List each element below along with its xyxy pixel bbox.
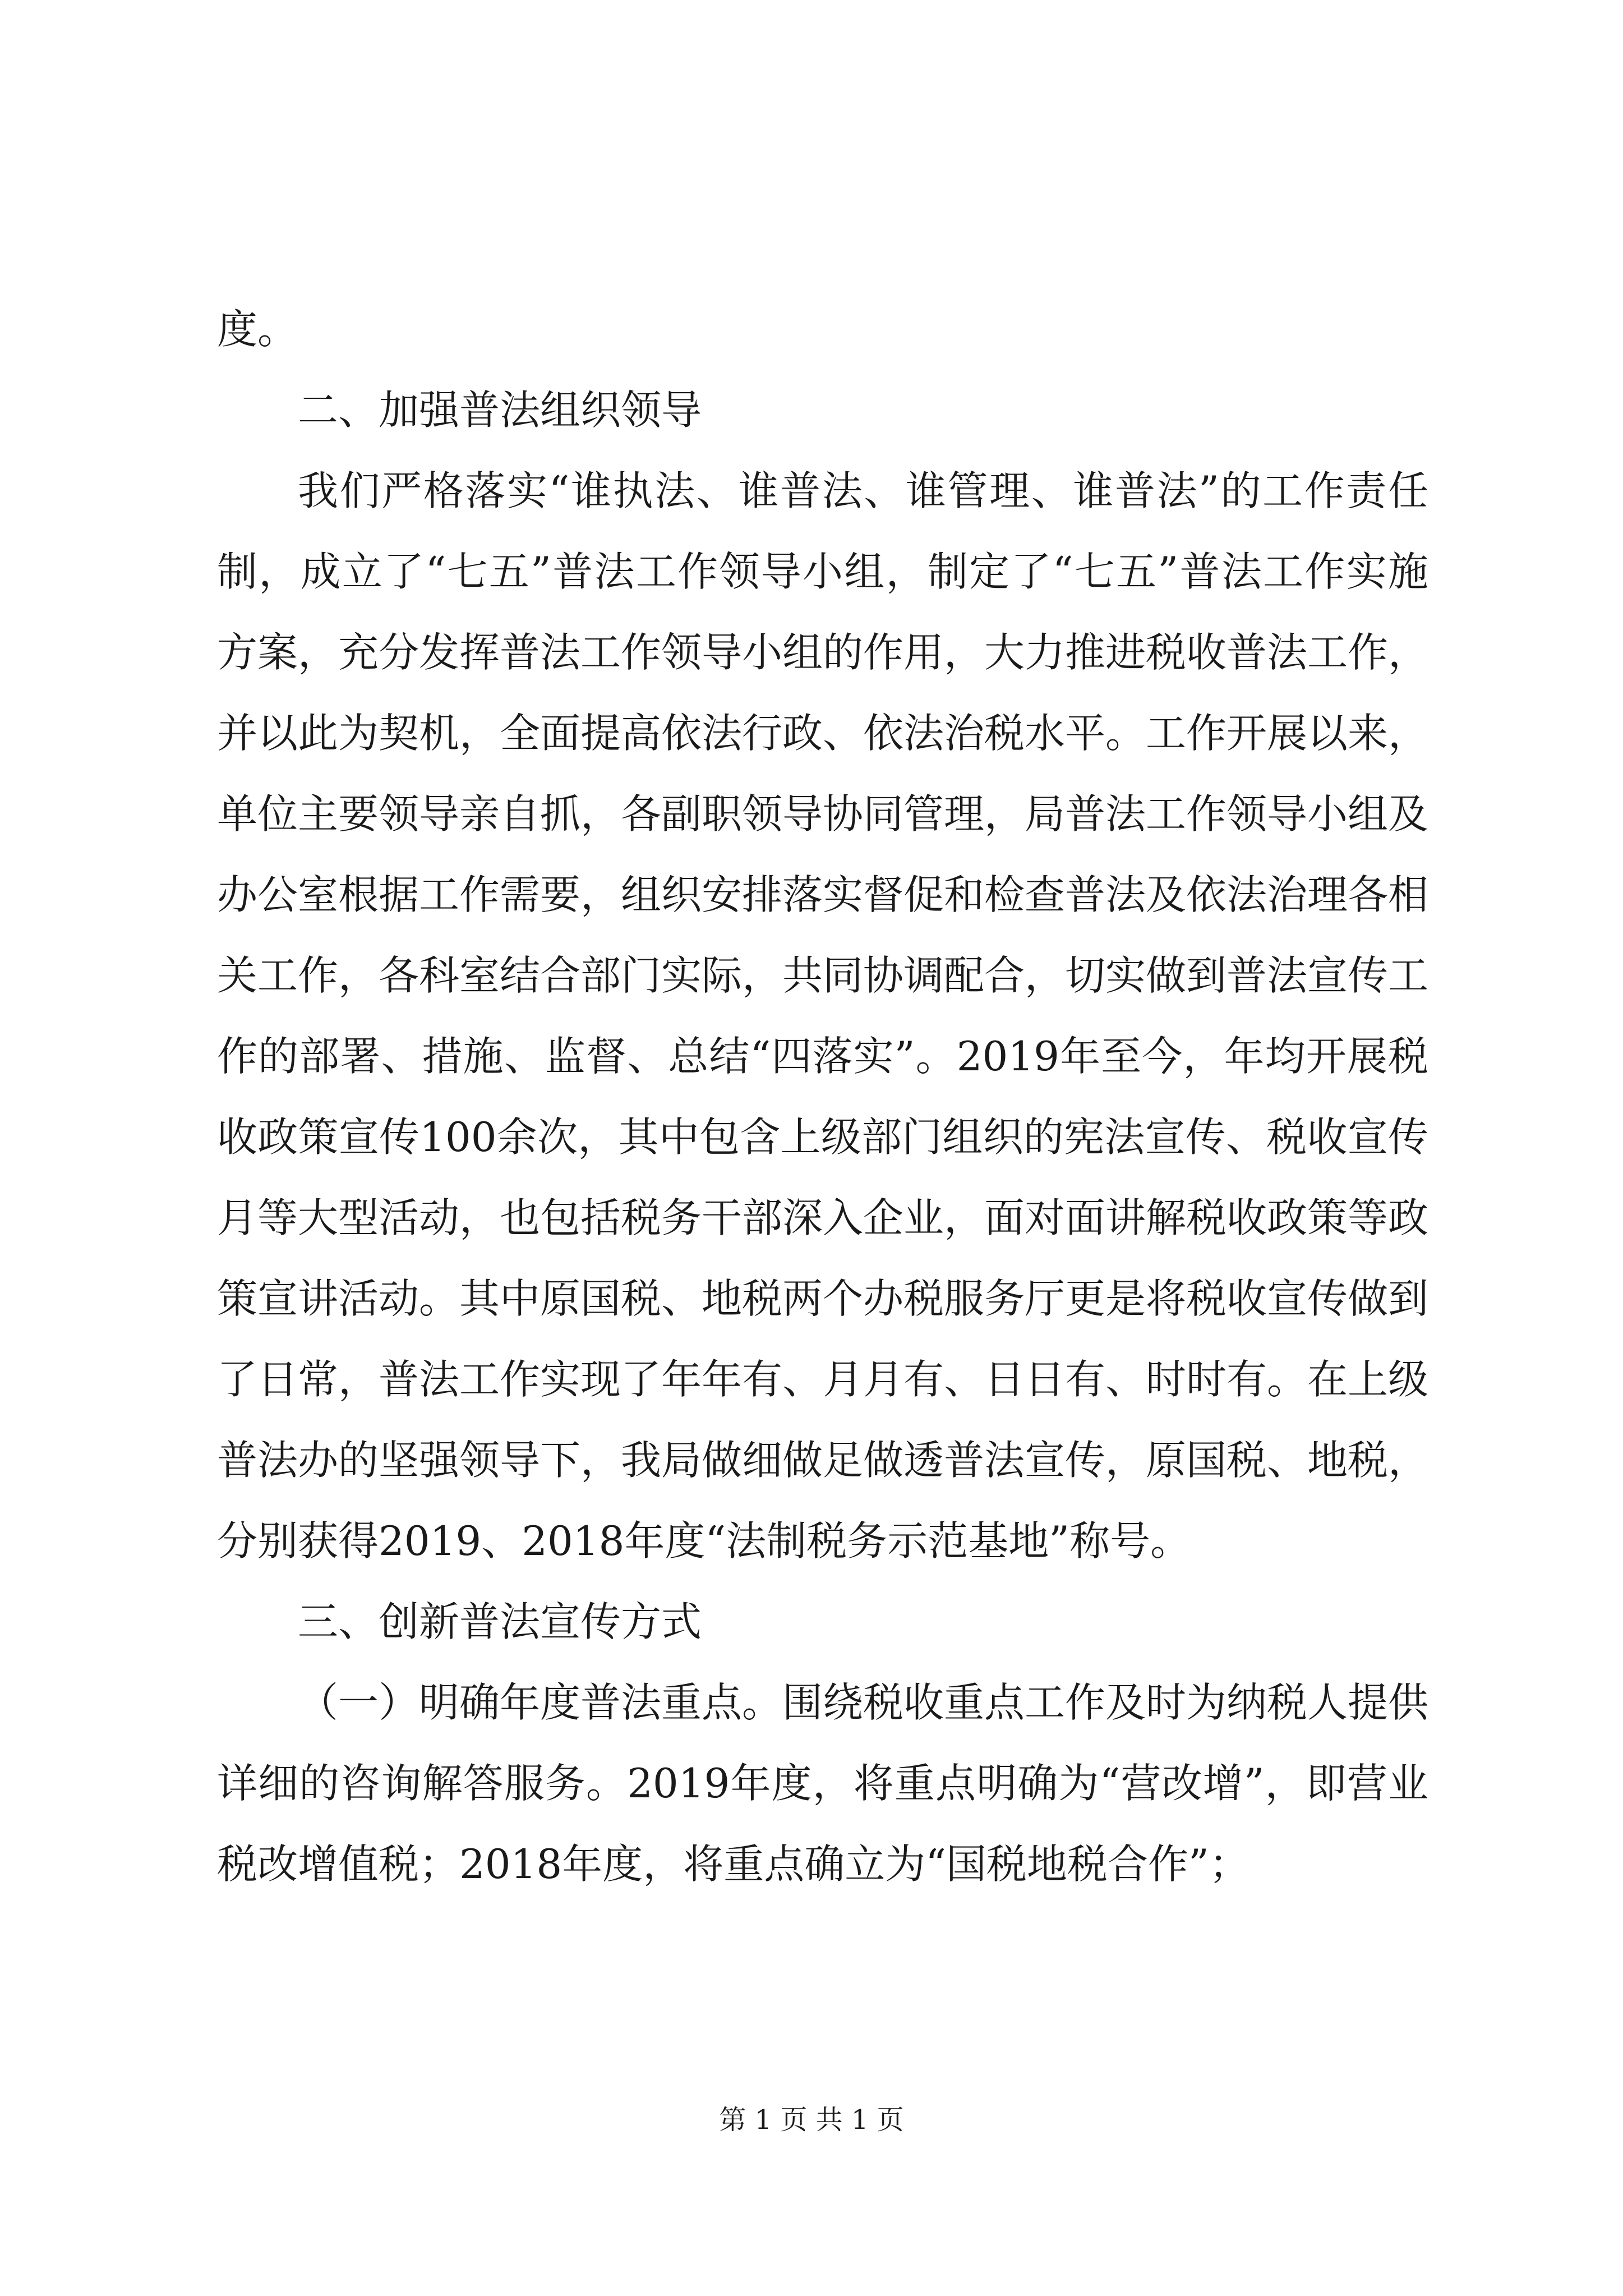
- paragraph-continuation: 度。: [217, 306, 298, 353]
- paragraph-annual-focus: （一）明确年度普法重点。围绕税收重点工作及时为纳税人提供详细的咨询解答服务。2019年度，将重点明确为“营改增”，即营业税改增值税；2018年度，将重点确立为“国税地税合作”；: [217, 1679, 1429, 1888]
- section-heading-3: 三、创新普法宣传方式: [298, 1598, 702, 1645]
- page-number-footer: 第 1 页 共 1 页: [719, 2104, 904, 2136]
- section-heading-2: 二、加强普法组织领导: [298, 386, 702, 434]
- paragraph-leadership: 我们严格落实“谁执法、谁普法、谁管理、谁普法”的工作责任制，成立了“七五”普法工作领导小组，制定了“七五”普法工作实施方案，充分发挥普法工作领导小组的作用，大力推进税收普法工作，并以此为契机，全面提高依法行政、依法治税水平。工作开展以来，单位主要领导亲自抓，各副职领导协同管理，局普法工作领导小组及办公室根据工作需要，组织安排落实督促和检查普法及依法治理各相关工作，各科室结合部门实际，共同协调配合，切实做到普法宣传工作的部署、措施、监督、总结“四落实”。2019年至今，年均开展税收政策宣传100余次，其中包含上级部门组织的宪法宣传、税收宣传月等大型活动，也包括税务干部深入企业，面对面讲解税收政策等政策宣讲活动。其中原国税、地税两个办税服务厅更是将税收宣传做到了日常，普法工作实现了年年有、月月有、日日有、时时有。在上级普法办的坚强领导下，我局做细做足做透普法宣传，原国税、地税，分别获得2019、2018年度“法制税务示范基地”称号。: [217, 467, 1429, 1565]
- document-body: [217, 289, 1428, 1904]
